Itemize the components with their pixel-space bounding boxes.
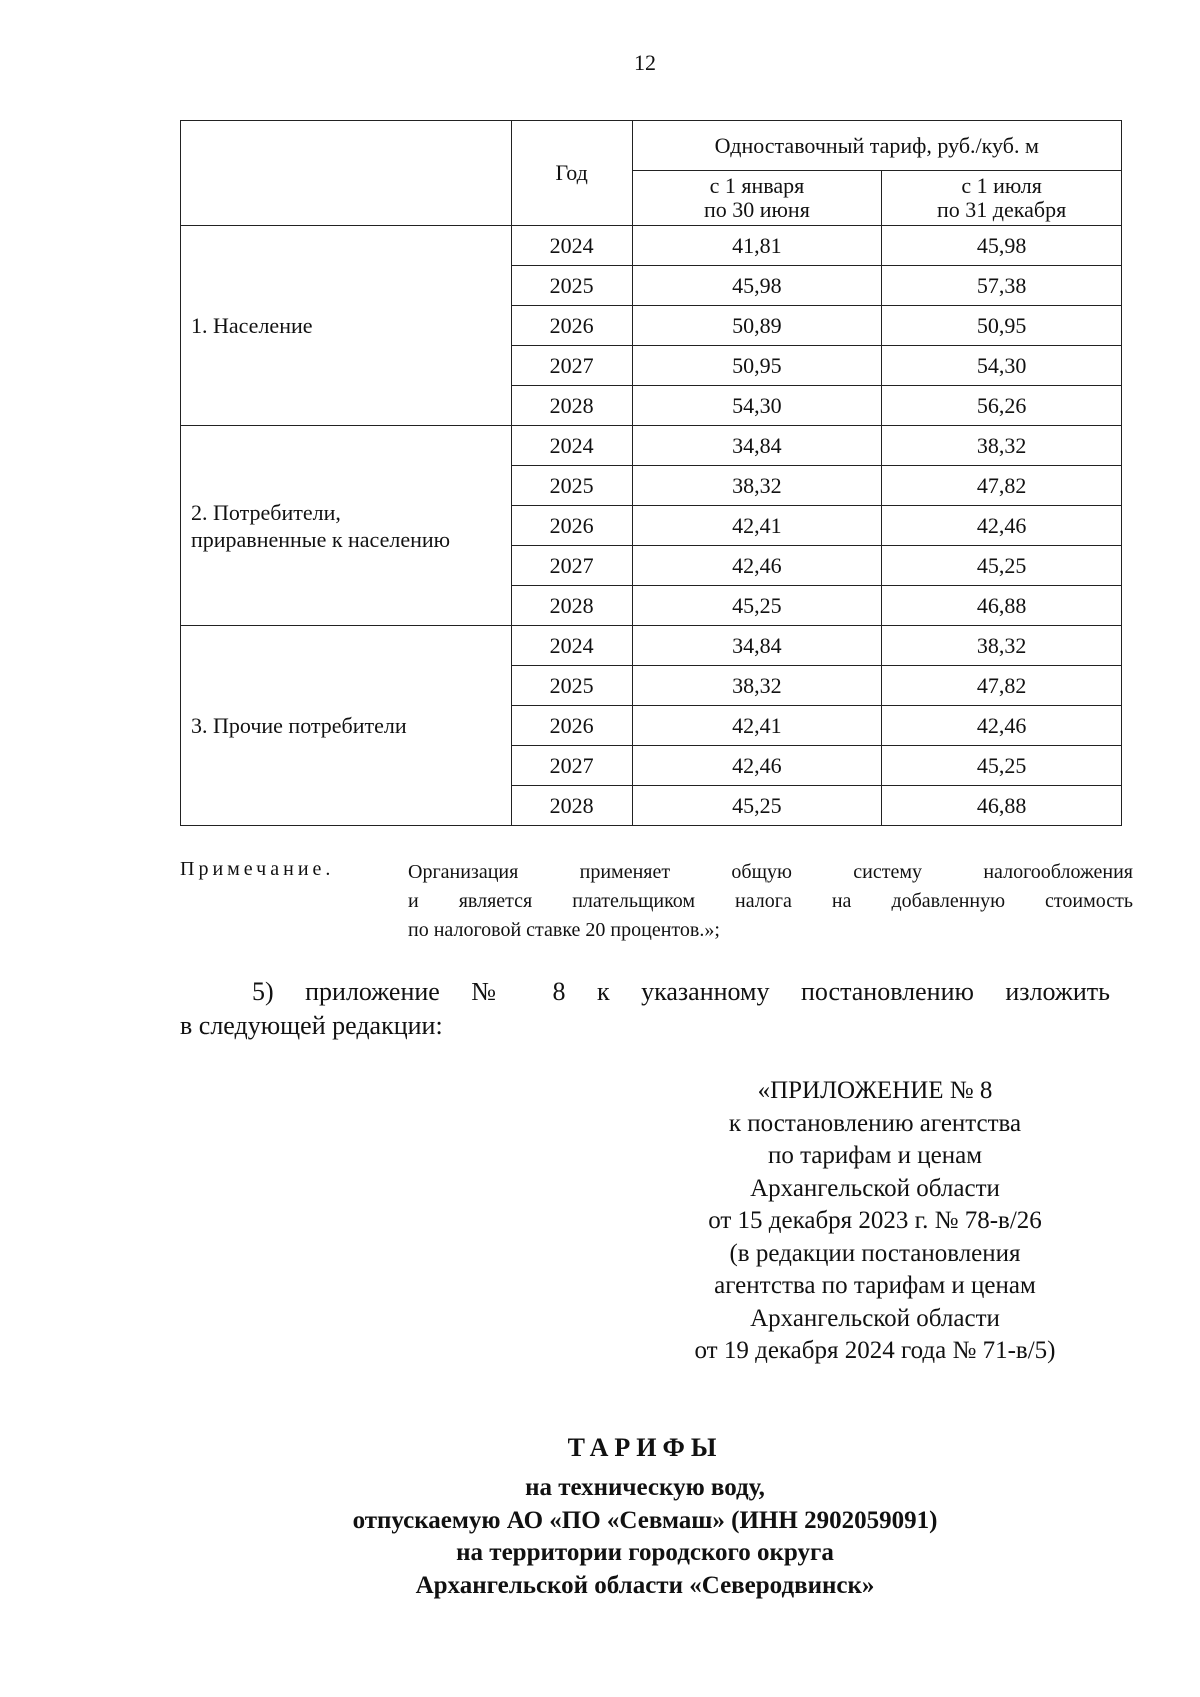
- table-row: [181, 426, 1122, 466]
- year-header: Год: [511, 121, 632, 226]
- category-header-cell: [181, 121, 512, 226]
- tariffs-title: ТАРИФЫ: [567, 1433, 723, 1462]
- tariff-header: Одноставочный тариф, руб./куб. м: [632, 121, 1121, 171]
- tariff-h1-cell: 45,25: [632, 786, 882, 826]
- tariffs-subtitle: на техническую воду, отпускаемую АО «ПО «Севмаш» (ИНН 2902059091) на территории городского округа Архангельской области «Северодвинск»: [352, 1474, 938, 1599]
- tariff-h1-cell: 34,84: [632, 426, 882, 466]
- year-cell: 2028: [511, 386, 632, 426]
- page-number: 12: [634, 50, 656, 75]
- year-cell: 2026: [511, 706, 632, 746]
- note-label: Примечание.: [180, 858, 335, 880]
- tariff-h2-cell: 45,25: [882, 546, 1122, 586]
- tariff-h1-cell: 38,32: [632, 666, 882, 706]
- year-cell: 2024: [511, 626, 632, 666]
- tariff-h1-cell: 42,46: [632, 546, 882, 586]
- tariff-h2-cell: 46,88: [882, 786, 1122, 826]
- appendix-heading: «ПРИЛОЖЕНИЕ № 8 к постановлению агентства по тарифам и ценам Архангельской области от 15 декабря 2023 г. № 78-в/26 (в редакции постановления агентства по тарифам и ценам Архангельской области от 19 декабря 2024 года № 71-в/5): [694, 1077, 1056, 1364]
- tariff-h1-cell: 50,95: [632, 346, 882, 386]
- year-cell: 2026: [511, 506, 632, 546]
- tariff-h2-cell: 50,95: [882, 306, 1122, 346]
- tariff-h2-cell: 56,26: [882, 386, 1122, 426]
- tariff-h1-cell: 42,41: [632, 706, 882, 746]
- period-2-header: с 1 июля по 31 декабря: [882, 171, 1122, 226]
- year-cell: 2025: [511, 266, 632, 306]
- tariff-h2-cell: 47,82: [882, 666, 1122, 706]
- tariff-h2-cell: 54,30: [882, 346, 1122, 386]
- tariff-h1-cell: 41,81: [632, 226, 882, 266]
- tariff-h1-cell: 54,30: [632, 386, 882, 426]
- tariff-h2-cell: 38,32: [882, 426, 1122, 466]
- tariff-h2-cell: 42,46: [882, 706, 1122, 746]
- year-cell: 2025: [511, 666, 632, 706]
- tariff-h2-cell: 42,46: [882, 506, 1122, 546]
- year-cell: 2027: [511, 746, 632, 786]
- tariff-h1-cell: 42,46: [632, 746, 882, 786]
- tariff-h1-cell: 38,32: [632, 466, 882, 506]
- table-row: [181, 626, 1122, 666]
- tariff-h2-cell: 38,32: [882, 626, 1122, 666]
- year-cell: 2027: [511, 346, 632, 386]
- tariff-h1-cell: 45,25: [632, 586, 882, 626]
- tariff-h2-cell: 47,82: [882, 466, 1122, 506]
- consumer-group-label: 1. Население: [181, 226, 512, 426]
- year-cell: 2024: [511, 226, 632, 266]
- year-cell: 2024: [511, 426, 632, 466]
- year-cell: 2026: [511, 306, 632, 346]
- tariff-h1-cell: 45,98: [632, 266, 882, 306]
- tariff-h2-cell: 45,98: [882, 226, 1122, 266]
- tariff-h1-cell: 42,41: [632, 506, 882, 546]
- tariff-h1-cell: 50,89: [632, 306, 882, 346]
- consumer-group-label: 2. Потребители, приравненные к населению: [181, 426, 512, 626]
- consumer-group-label: 3. Прочие потребители: [181, 626, 512, 826]
- note-text: Организация применяет общую систему налогообложения и является плательщиком налога на добавленную стоимость по налоговой ставке 20 процентов.»;: [408, 861, 1133, 941]
- amendment-paragraph: 5) приложение № 8 к указанному постановлению изложить в следующей редакции:: [180, 977, 1110, 1040]
- table-row: [181, 226, 1122, 266]
- year-cell: 2025: [511, 466, 632, 506]
- tariff-table: [180, 120, 1122, 826]
- year-cell: 2028: [511, 786, 632, 826]
- tariff-h2-cell: 57,38: [882, 266, 1122, 306]
- tariff-h2-cell: 45,25: [882, 746, 1122, 786]
- tariff-h2-cell: 46,88: [882, 586, 1122, 626]
- year-cell: 2028: [511, 586, 632, 626]
- tariff-h1-cell: 34,84: [632, 626, 882, 666]
- year-cell: 2027: [511, 546, 632, 586]
- period-1-header: с 1 января по 30 июня: [632, 171, 882, 226]
